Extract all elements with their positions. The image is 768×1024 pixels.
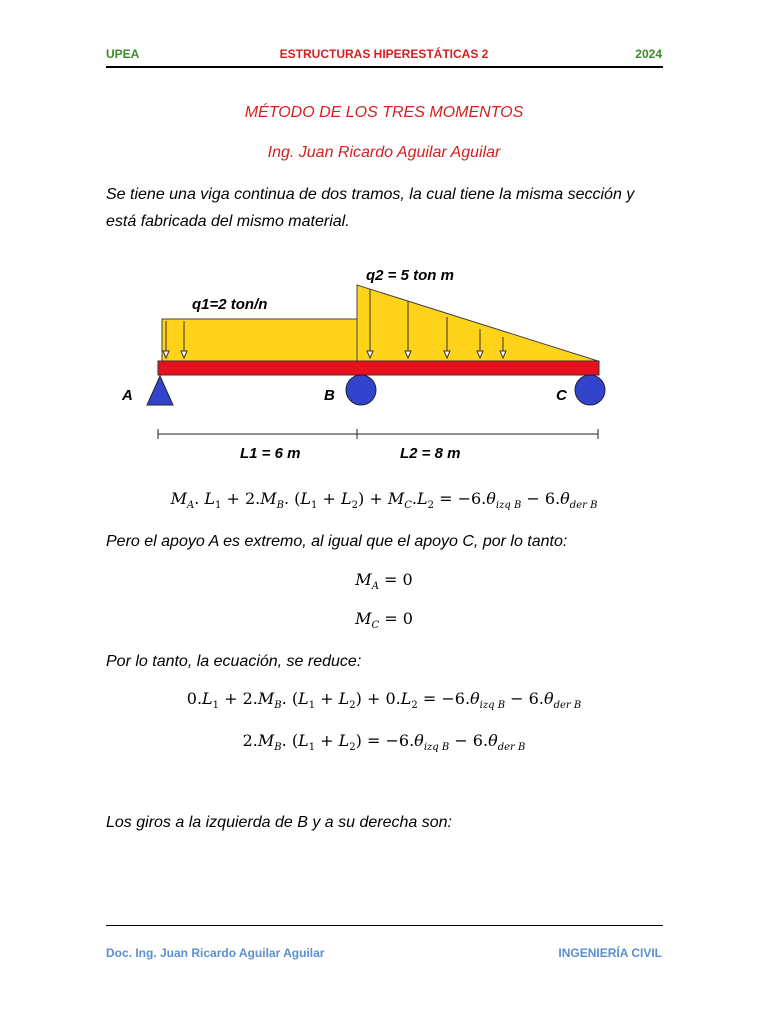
span1-label: L1 = 6 m	[240, 445, 301, 462]
footer-left: Doc. Ing. Juan Ricardo Aguilar Aguilar	[106, 946, 325, 960]
support-b-roller	[346, 375, 376, 405]
label-b: B	[324, 387, 335, 404]
header-right: 2024	[635, 47, 662, 61]
load-q2	[357, 285, 598, 361]
paragraph-reduce: Por lo tanto, la ecuación, se reduce:	[106, 653, 362, 670]
beam	[158, 361, 599, 375]
load-q1	[162, 319, 357, 361]
paragraph-extreme-supports: Pero el apoyo A es extremo, al igual que el apoyo C, por lo tanto:	[106, 533, 568, 550]
q1-label: q1=2 ton/n	[192, 296, 268, 313]
equation-mc-zero: $M_C = 0$	[355, 609, 413, 632]
footer-rule	[106, 925, 663, 926]
equation-reduced: $2.M_B$. $(L_1 + L_2) = -6.\theta_{izq B} - 6.\theta_{der B}$	[242, 731, 526, 754]
dimension-line	[158, 429, 598, 439]
label-a: A	[122, 387, 133, 404]
paragraph-rotations: Los giros a la izquierda de B y a su derecha son:	[106, 814, 452, 831]
document-title: MÉTODO DE LOS TRES MOMENTOS	[244, 104, 524, 121]
q2-label: q2 = 5 ton m	[366, 267, 454, 284]
intro-paragraph: Se tiene una viga continua de dos tramos, la cual tiene la misma sección y está fabricada del mismo material.	[106, 186, 635, 230]
equation-ma-zero: $M_A = 0$	[355, 570, 413, 593]
header-rule	[106, 66, 663, 68]
beam-diagram	[0, 255, 768, 470]
document-author: Ing. Juan Ricardo Aguilar Aguilar	[267, 144, 501, 161]
equation-substituted: $0.L_1 + 2.M_B$. $(L_1 + L_2) + 0.L_2 = -6.\theta_{izq B} - 6.\theta_{der B}$	[186, 689, 582, 712]
support-a-pin	[147, 376, 173, 405]
span2-label: L2 = 8 m	[400, 445, 461, 462]
label-c: C	[556, 387, 567, 404]
support-c-roller	[575, 375, 605, 405]
header-center: ESTRUCTURAS HIPERESTÁTICAS 2	[279, 47, 489, 61]
equation-three-moments: $M_A$. $L_1 + 2.M_B$. $(L_1 + L_2) + M_C.L_2 = -6.\theta_{izq B} - 6.\theta_{der B}$	[170, 489, 598, 512]
header-left: UPEA	[106, 47, 140, 61]
footer-right: INGENIERÍA CIVIL	[558, 946, 662, 960]
